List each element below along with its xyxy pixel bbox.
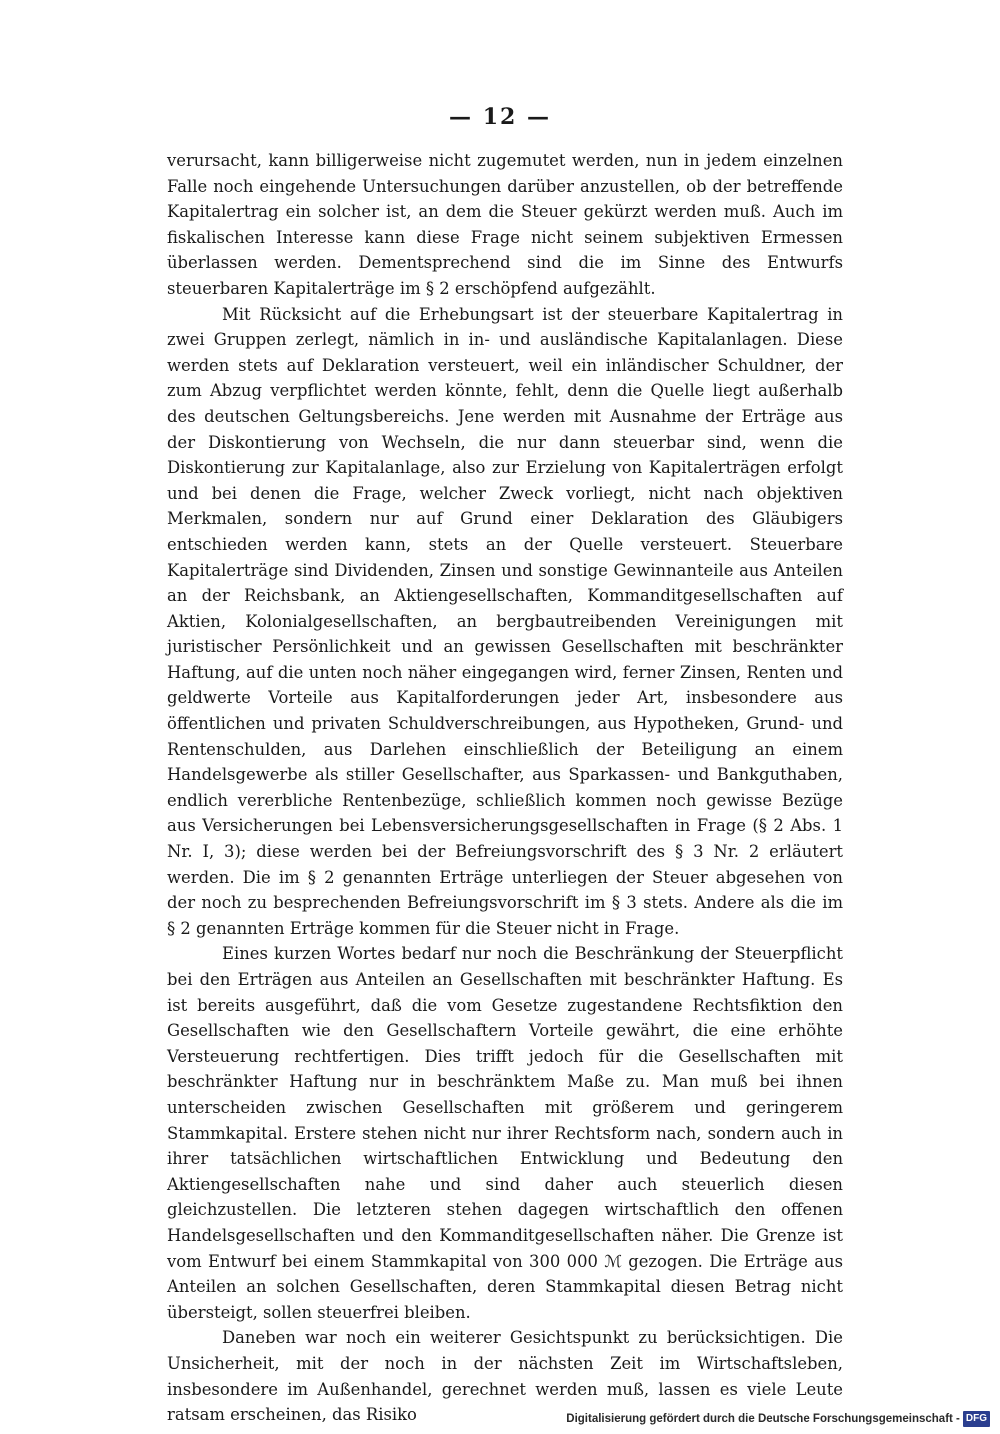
footer-credit-text: Digitalisierung gefördert durch die Deutsche Forschungsgemeinschaft -: [566, 1413, 960, 1425]
paragraph-1: verursacht, kann billigerweise nicht zugemutet werden, nun in jedem einzelnen Falle noch eingehende Untersuchungen darüber anzustellen, ob der betreffende Kapitalertrag ein solcher ist, an dem die Steuer gekürzt werden muß. Auch im fiskalischen Interesse kann diese Frage nicht seinem subjektiven Ermessen überlassen werden. Dementsprechend sind die im Sinne des Entwurfs steuerbaren Kapitalerträge im § 2 erschöpfend aufgezählt.: [167, 151, 843, 298]
paragraph-2: Mit Rücksicht auf die Erhebungsart ist der steuerbare Kapitalertrag in zwei Gruppen zerlegt, nämlich in in- und ausländische Kapitalanlagen. Diese werden stets auf Deklaration versteuert, weil ein inländischer Schuldner, der zum Abzug verpflichtet werden könnte, fehlt, denn die Quelle liegt außerhalb des deutschen Geltungsbereichs. Jene werden mit Ausnahme der Erträge aus der Diskontierung von Wechseln, die nur dann steuerbar sind, wenn die Diskontierung zur Kapitalanlage, also zur Erzielung von Kapitalerträgen erfolgt und bei denen die Frage, welcher Zweck vorliegt, nicht nach objektiven Merkmalen, sondern nur auf Grund einer Deklaration des Gläubigers entschieden werden kann, stets an der Quelle versteuert. Steuerbare Kapitalerträge sind Dividenden, Zinsen und sonstige Gewinnanteile aus Anteilen an der Reichsbank, an Aktiengesellschaften, Kommanditgesellschaften auf Aktien, Kolonialgesellschaften, an bergbautreibenden Vereinigungen mit juristischer Persönlichkeit und an gewissen Gesellschaften mit beschränkter Haftung, auf die unten noch näher eingegangen wird, ferner Zinsen, Renten und geldwerte Vorteile aus Kapitalforderungen jeder Art, insbesondere aus öffentlichen und privaten Schuldverschreibungen, aus Hypotheken, Grund- und Rentenschulden, aus Darlehen einschließlich der Beteiligung an einem Handelsgewerbe als stiller Gesellschafter, aus Sparkassen- und Bankguthaben, endlich vererbliche Rentenbezüge, schließlich kommen noch gewisse Bezüge aus Versicherungen bei Lebensversicherungsgesellschaften in Frage (§ 2 Abs. 1 Nr. I, 3); diese werden bei der Befreiungsvorschrift des § 3 Nr. 2 erläutert werden. Die im § 2 genannten Erträge unterliegen der Steuer abgesehen von der noch zu besprechenden Befreiungsvorschrift im § 3 stets. Andere als die im § 2 genannten Erträge kommen für die Steuer nicht in Frage.: [167, 304, 843, 938]
digitization-footer: [566, 1409, 990, 1429]
page-number: — 12 —: [449, 104, 551, 130]
body-text: [167, 148, 843, 1428]
paragraph-3: Eines kurzen Wortes bedarf nur noch die Beschränkung der Steuerpflicht bei den Erträgen aus Anteilen an Gesellschaften mit beschränkter Haftung. Es ist bereits ausgeführt, daß die vom Gesetze zugestandene Rechtsfiktion den Gesellschaften wie den Gesellschaftern Vorteile gewährt, die eine erhöhte Versteuerung rechtfertigen. Dies trifft jedoch für die Gesellschaften mit beschränkter Haftung nur in beschränktem Maße zu. Man muß bei ihnen unterscheiden zwischen Gesellschaften mit größerem und geringerem Stammkapital. Erstere stehen nicht nur ihrer Rechtsform nach, sondern auch in ihrer tatsächlichen wirtschaftlichen Entwicklung und Bedeutung den Aktiengesellschaften nahe und sind daher auch steuerlich diesen gleichzustellen. Die letzteren stehen dagegen wirtschaftlich den offenen Handelsgesellschaften und den Kommanditgesellschaften näher. Die Grenze ist vom Entwurf bei einem Stammkapital von 300 000 ℳ gezogen. Die Erträge aus Anteilen an solchen Gesellschaften, deren Stammkapital diesen Betrag nicht übersteigt, sollen steuerfrei bleiben.: [167, 944, 843, 1322]
paragraph-4: Daneben war noch ein weiterer Gesichtspunkt zu berücksichtigen. Die Unsicherheit, mit der noch in der nächsten Zeit im Wirtschaftsleben, insbesondere im Außenhandel, gerechnet werden muß, lassen es viele Leute ratsam erscheinen, das Risiko: [167, 1328, 843, 1425]
dfg-logo: DFG: [963, 1411, 990, 1427]
